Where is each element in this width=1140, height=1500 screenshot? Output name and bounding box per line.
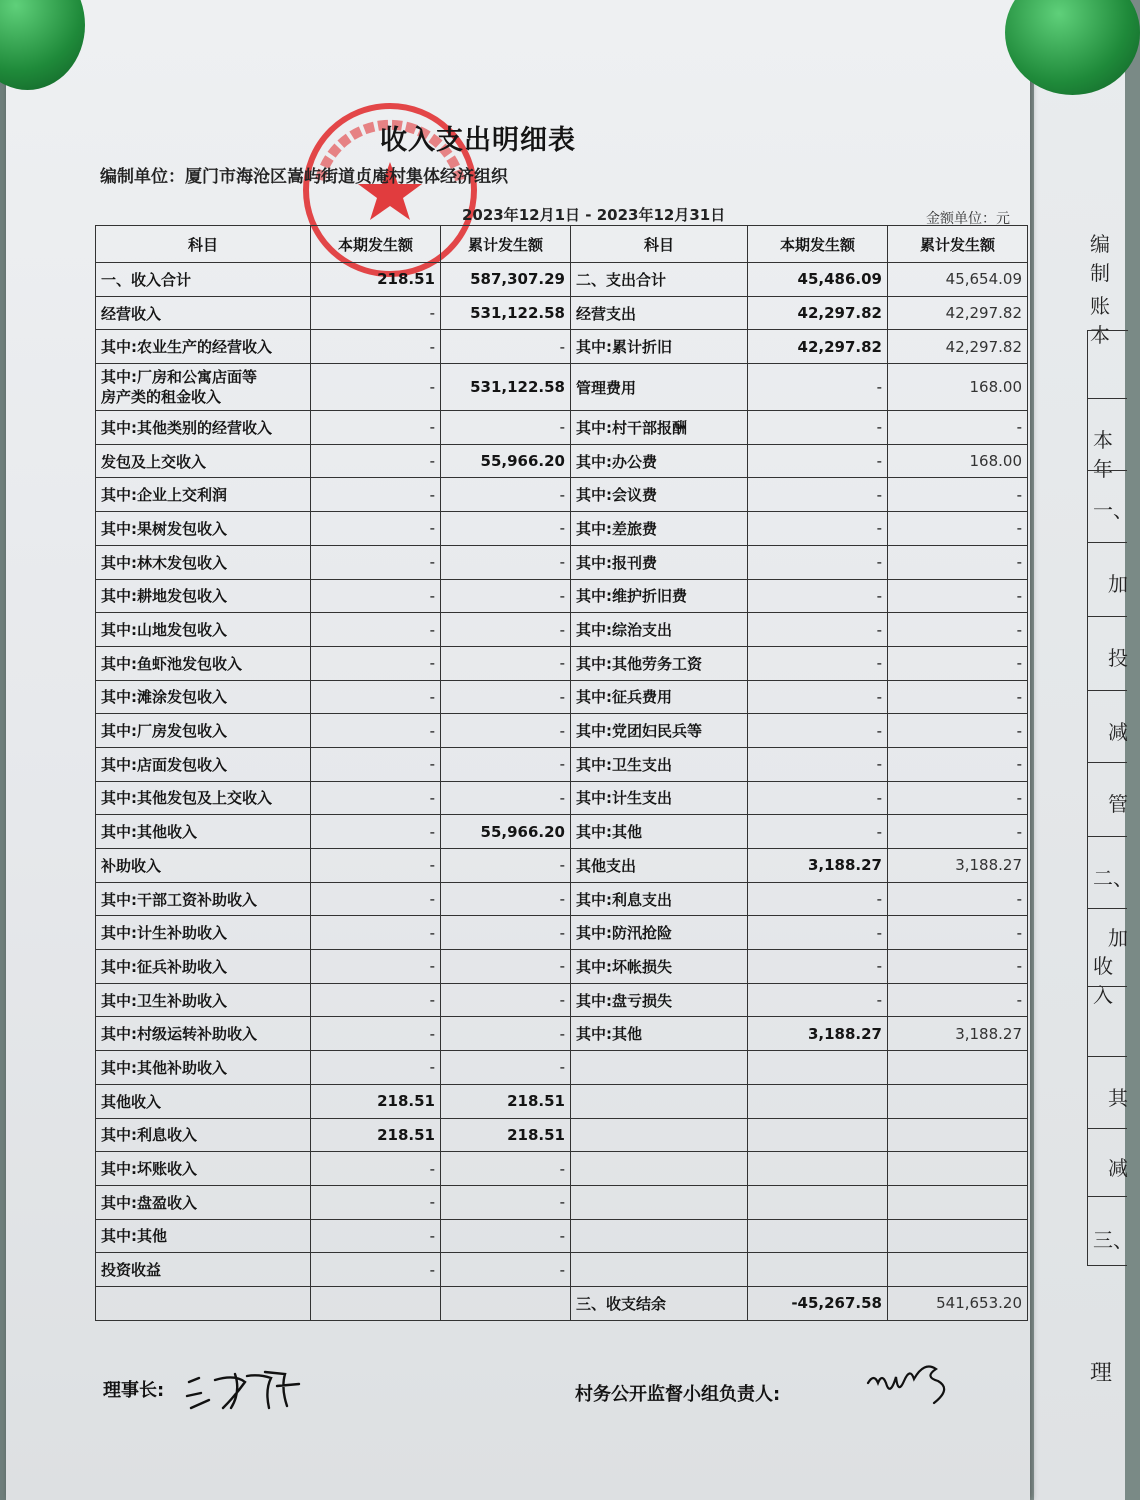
income-cumulative-value: 55,966.20 — [441, 815, 571, 849]
income-current-value: - — [311, 512, 441, 546]
adjacent-sheet-fragment: 减 — [1108, 1156, 1128, 1180]
expense-cumulative-value — [888, 1185, 1028, 1219]
adjacent-sheet-fragment: 编制 — [1090, 232, 1110, 285]
expense-item-label — [571, 1084, 748, 1118]
expense-current-value: - — [748, 781, 888, 815]
income-current-value: - — [311, 478, 441, 512]
table-row — [96, 1118, 1028, 1152]
table-row — [96, 1219, 1028, 1253]
column-header: 本期发生额 — [311, 226, 441, 263]
income-cumulative-value: - — [441, 983, 571, 1017]
expense-item-label: 其中:卫生支出 — [571, 747, 748, 781]
expense-cumulative-value: 42,297.82 — [888, 296, 1028, 330]
table-row — [96, 364, 1028, 411]
adjacent-sheet-gridline — [1087, 1128, 1127, 1129]
table-row — [96, 781, 1028, 815]
adjacent-sheet-gridline — [1087, 836, 1127, 837]
expense-current-value: - — [748, 950, 888, 984]
income-item-label: 其中:计生补助收入 — [96, 916, 311, 950]
income-item-label: 其中:干部工资补助收入 — [96, 882, 311, 916]
income-item-label: 其中:其他补助收入 — [96, 1051, 311, 1085]
expense-current-value: - — [748, 916, 888, 950]
income-current-value: - — [311, 916, 441, 950]
table-row — [96, 330, 1028, 364]
income-item-label: 其中:其他发包及上交收入 — [96, 781, 311, 815]
expense-current-value: -45,267.58 — [748, 1286, 888, 1320]
expense-current-value — [748, 1051, 888, 1085]
income-cumulative-value: - — [441, 950, 571, 984]
income-cumulative-value: - — [441, 680, 571, 714]
expense-item-label — [571, 1051, 748, 1085]
income-cumulative-value: - — [441, 714, 571, 748]
income-cumulative-value: 531,122.58 — [441, 364, 571, 411]
income-cumulative-value: - — [441, 411, 571, 445]
table-row — [96, 478, 1028, 512]
adjacent-sheet-fragment: 三、 — [1093, 1228, 1133, 1252]
expense-item-label: 经营支出 — [571, 296, 748, 330]
column-header: 科目 — [96, 226, 311, 263]
expense-item-label — [571, 1253, 748, 1287]
income-item-label: 其中:盘盈收入 — [96, 1185, 311, 1219]
expense-current-value: 45,486.09 — [748, 263, 888, 297]
expense-cumulative-value: - — [888, 478, 1028, 512]
adjacent-sheet-fragment: 二、 — [1093, 866, 1133, 890]
income-current-value: - — [311, 1219, 441, 1253]
supervisor-label: 村务公开监督小组负责人: — [575, 1384, 781, 1405]
income-cumulative-value: - — [441, 1219, 571, 1253]
income-item-label: 其中:其他收入 — [96, 815, 311, 849]
income-cumulative-value: - — [441, 478, 571, 512]
expense-item-label: 其中:坏帐损失 — [571, 950, 748, 984]
income-cumulative-value: - — [441, 579, 571, 613]
income-item-label: 其中:企业上交利润 — [96, 478, 311, 512]
income-current-value: 218.51 — [311, 1118, 441, 1152]
expense-item-label: 管理费用 — [571, 364, 748, 411]
income-current-value: - — [311, 444, 441, 478]
table-row — [96, 263, 1028, 297]
income-current-value: 218.51 — [311, 263, 441, 297]
unit-label: 金额单位：元 — [926, 211, 1010, 227]
income-cumulative-value: 587,307.29 — [441, 263, 571, 297]
income-item-label: 其中:其他 — [96, 1219, 311, 1253]
income-cumulative-value: 218.51 — [441, 1118, 571, 1152]
column-header: 本期发生额 — [748, 226, 888, 263]
income-cumulative-value: - — [441, 781, 571, 815]
expense-cumulative-value: 541,653.20 — [888, 1286, 1028, 1320]
expense-current-value: - — [748, 714, 888, 748]
table-row — [96, 882, 1028, 916]
expense-current-value — [748, 1253, 888, 1287]
adjacent-sheet-fragment: 其 — [1108, 1086, 1128, 1110]
income-cumulative-value: - — [441, 330, 571, 364]
expense-current-value: - — [748, 444, 888, 478]
income-current-value: - — [311, 781, 441, 815]
organization-label: 编制单位：厦门市海沧区嵩屿街道贞庵村集体经济组织 — [100, 167, 508, 187]
expense-item-label: 其他支出 — [571, 849, 748, 883]
adjacent-sheet-gridline — [1087, 908, 1127, 909]
income-current-value: - — [311, 882, 441, 916]
table-row — [96, 983, 1028, 1017]
income-current-value: - — [311, 411, 441, 445]
table-row — [96, 916, 1028, 950]
expense-item-label: 三、收支结余 — [571, 1286, 748, 1320]
table-row — [96, 613, 1028, 647]
income-item-label: 其中:利息收入 — [96, 1118, 311, 1152]
expense-cumulative-value — [888, 1219, 1028, 1253]
adjacent-sheet-gridline — [1087, 542, 1127, 543]
income-cumulative-value: - — [441, 1185, 571, 1219]
expense-cumulative-value: - — [888, 983, 1028, 1017]
expense-current-value: - — [748, 680, 888, 714]
table-row — [96, 747, 1028, 781]
income-current-value — [311, 1286, 441, 1320]
column-header: 累计发生额 — [441, 226, 571, 263]
expense-cumulative-value: - — [888, 545, 1028, 579]
table-row — [96, 545, 1028, 579]
income-current-value: - — [311, 1253, 441, 1287]
adjacent-sheet-gridline — [1087, 1265, 1127, 1266]
income-cumulative-value: - — [441, 1051, 571, 1085]
expense-item-label: 其中:其他 — [571, 1017, 748, 1051]
income-item-label: 补助收入 — [96, 849, 311, 883]
income-item-label: 其中:山地发包收入 — [96, 613, 311, 647]
expense-item-label: 其中:维护折旧费 — [571, 579, 748, 613]
expense-cumulative-value: - — [888, 714, 1028, 748]
expense-item-label: 其中:其他劳务工资 — [571, 646, 748, 680]
table-row — [96, 1051, 1028, 1085]
expense-item-label: 其中:会议费 — [571, 478, 748, 512]
expense-current-value: - — [748, 815, 888, 849]
table-row — [96, 714, 1028, 748]
expense-cumulative-value: - — [888, 815, 1028, 849]
table-body — [96, 263, 1028, 1321]
expense-cumulative-value: 3,188.27 — [888, 1017, 1028, 1051]
adjacent-sheet-gridline — [1087, 616, 1127, 617]
income-current-value: - — [311, 950, 441, 984]
expense-current-value: - — [748, 478, 888, 512]
income-item-label: 其中:滩涂发包收入 — [96, 680, 311, 714]
adjacent-sheet-gridline — [1087, 762, 1127, 763]
income-cumulative-value: - — [441, 916, 571, 950]
expense-cumulative-value: 168.00 — [888, 364, 1028, 411]
income-cumulative-value: - — [441, 1017, 571, 1051]
expense-item-label: 二、支出合计 — [571, 263, 748, 297]
income-current-value: - — [311, 330, 441, 364]
table-row — [96, 950, 1028, 984]
page-title: 收入支出明细表 — [380, 125, 576, 156]
income-item-label: 其中:林木发包收入 — [96, 545, 311, 579]
expense-current-value: - — [748, 364, 888, 411]
income-cumulative-value: - — [441, 613, 571, 647]
income-expense-table — [95, 225, 1028, 1321]
supervisor-signature-icon — [862, 1355, 962, 1410]
income-item-label: 其他收入 — [96, 1084, 311, 1118]
expense-item-label — [571, 1185, 748, 1219]
expense-item-label: 其中:报刊费 — [571, 545, 748, 579]
income-current-value: - — [311, 849, 441, 883]
expense-current-value — [748, 1118, 888, 1152]
income-item-label: 一、收入合计 — [96, 263, 311, 297]
income-cumulative-value: - — [441, 882, 571, 916]
expense-item-label: 其中:党团妇民兵等 — [571, 714, 748, 748]
income-current-value: - — [311, 1152, 441, 1186]
table-row — [96, 411, 1028, 445]
expense-cumulative-value: - — [888, 781, 1028, 815]
expense-cumulative-value — [888, 1084, 1028, 1118]
expense-item-label: 其中:征兵费用 — [571, 680, 748, 714]
expense-cumulative-value — [888, 1152, 1028, 1186]
expense-current-value: - — [748, 613, 888, 647]
adjacent-sheet-fragment: 管 — [1108, 792, 1128, 816]
table-row — [96, 849, 1028, 883]
income-current-value: - — [311, 680, 441, 714]
expense-current-value: - — [748, 983, 888, 1017]
expense-cumulative-value: - — [888, 882, 1028, 916]
income-cumulative-value: 218.51 — [441, 1084, 571, 1118]
adjacent-sheet-fragment: 加 — [1108, 572, 1128, 596]
adjacent-sheet-gridline — [1087, 330, 1127, 331]
income-cumulative-value: 531,122.58 — [441, 296, 571, 330]
adjacent-sheet-fragment: 本年 — [1093, 428, 1113, 481]
column-header: 科目 — [571, 226, 748, 263]
income-cumulative-value: - — [441, 849, 571, 883]
income-item-label: 发包及上交收入 — [96, 444, 311, 478]
income-current-value: - — [311, 296, 441, 330]
expense-item-label: 其中:综治支出 — [571, 613, 748, 647]
income-current-value: - — [311, 579, 441, 613]
expense-item-label: 其中:利息支出 — [571, 882, 748, 916]
table-row — [96, 646, 1028, 680]
period-label: 2023年12月1日 - 2023年12月31日 — [462, 206, 726, 224]
expense-current-value — [748, 1152, 888, 1186]
income-item-label: 其中:厂房发包收入 — [96, 714, 311, 748]
table-row — [96, 1152, 1028, 1186]
adjacent-sheet-fragment: 投 — [1108, 646, 1128, 670]
income-current-value: - — [311, 747, 441, 781]
adjacent-sheet-fragment: 理 — [1090, 1361, 1113, 1386]
expense-cumulative-value: 3,188.27 — [888, 849, 1028, 883]
income-item-label: 其中:村级运转补助收入 — [96, 1017, 311, 1051]
table-row — [96, 1253, 1028, 1287]
income-item-label: 其中:卫生补助收入 — [96, 983, 311, 1017]
expense-item-label: 其中:防汛抢险 — [571, 916, 748, 950]
income-cumulative-value: - — [441, 1152, 571, 1186]
expense-current-value: 3,188.27 — [748, 849, 888, 883]
expense-current-value — [748, 1219, 888, 1253]
expense-cumulative-value: 42,297.82 — [888, 330, 1028, 364]
adjacent-sheet-gridline — [1087, 690, 1127, 691]
expense-cumulative-value: - — [888, 950, 1028, 984]
income-current-value: - — [311, 613, 441, 647]
expense-cumulative-value: - — [888, 916, 1028, 950]
table-row — [96, 296, 1028, 330]
table-row — [96, 579, 1028, 613]
table-row — [96, 444, 1028, 478]
expense-cumulative-value — [888, 1118, 1028, 1152]
expense-current-value — [748, 1084, 888, 1118]
income-cumulative-value: - — [441, 545, 571, 579]
expense-current-value: 42,297.82 — [748, 330, 888, 364]
table-header-row — [96, 226, 1028, 263]
adjacent-sheet-gridline — [1087, 470, 1127, 471]
income-current-value: - — [311, 815, 441, 849]
adjacent-sheet-gridline — [1087, 986, 1127, 987]
income-item-label: 其中:耕地发包收入 — [96, 579, 311, 613]
expense-cumulative-value: - — [888, 579, 1028, 613]
adjacent-sheet-fragment: 加 — [1108, 926, 1128, 950]
income-current-value: - — [311, 983, 441, 1017]
income-item-label: 其中:果树发包收入 — [96, 512, 311, 546]
income-item-label: 其中:坏账收入 — [96, 1152, 311, 1186]
expense-item-label: 其中:其他 — [571, 815, 748, 849]
expense-current-value: - — [748, 411, 888, 445]
column-header: 累计发生额 — [888, 226, 1028, 263]
table-row — [96, 512, 1028, 546]
table-row — [96, 815, 1028, 849]
income-item-label — [96, 1286, 311, 1320]
adjacent-sheet-gridline — [1087, 1196, 1127, 1197]
income-item-label: 其中:厂房和公寓店面等 房产类的租金收入 — [96, 364, 311, 411]
income-item-label: 经营收入 — [96, 296, 311, 330]
expense-cumulative-value: - — [888, 680, 1028, 714]
income-current-value: - — [311, 1051, 441, 1085]
expense-current-value: - — [748, 646, 888, 680]
expense-current-value: - — [748, 882, 888, 916]
income-item-label: 其中:店面发包收入 — [96, 747, 311, 781]
table-row — [96, 1185, 1028, 1219]
expense-cumulative-value — [888, 1051, 1028, 1085]
adjacent-sheet-fragment: 账本 — [1090, 294, 1110, 347]
adjacent-sheet-gridline — [1087, 1056, 1127, 1057]
income-current-value: - — [311, 714, 441, 748]
expense-cumulative-value: - — [888, 613, 1028, 647]
expense-item-label: 其中:盘亏损失 — [571, 983, 748, 1017]
adjacent-sheet-fragment: 一、 — [1093, 498, 1133, 522]
expense-item-label: 其中:差旅费 — [571, 512, 748, 546]
income-cumulative-value — [441, 1286, 571, 1320]
income-current-value: - — [311, 1017, 441, 1051]
table-row — [96, 680, 1028, 714]
table-row — [96, 1017, 1028, 1051]
income-current-value: - — [311, 1185, 441, 1219]
expense-cumulative-value — [888, 1253, 1028, 1287]
income-item-label: 其中:其他类别的经营收入 — [96, 411, 311, 445]
expense-current-value: - — [748, 579, 888, 613]
expense-cumulative-value: - — [888, 646, 1028, 680]
expense-current-value: - — [748, 545, 888, 579]
expense-cumulative-value: - — [888, 512, 1028, 546]
expense-item-label: 其中:办公费 — [571, 444, 748, 478]
income-current-value: - — [311, 364, 441, 411]
income-cumulative-value: 55,966.20 — [441, 444, 571, 478]
income-current-value: - — [311, 545, 441, 579]
chairman-signature-icon — [185, 1362, 310, 1412]
expense-item-label: 其中:累计折旧 — [571, 330, 748, 364]
income-current-value: 218.51 — [311, 1084, 441, 1118]
chairman-label: 理事长: — [103, 1380, 165, 1401]
table-row — [96, 1286, 1028, 1320]
income-item-label: 其中:征兵补助收入 — [96, 950, 311, 984]
expense-current-value: 42,297.82 — [748, 296, 888, 330]
income-item-label: 其中:鱼虾池发包收入 — [96, 646, 311, 680]
expense-current-value: - — [748, 747, 888, 781]
income-cumulative-value: - — [441, 512, 571, 546]
income-cumulative-value: - — [441, 747, 571, 781]
expense-item-label — [571, 1152, 748, 1186]
table-row — [96, 1084, 1028, 1118]
expense-item-label: 其中:村干部报酬 — [571, 411, 748, 445]
expense-current-value: - — [748, 512, 888, 546]
income-cumulative-value: - — [441, 1253, 571, 1287]
income-current-value: - — [311, 646, 441, 680]
expense-cumulative-value: 45,654.09 — [888, 263, 1028, 297]
income-item-label: 其中:农业生产的经营收入 — [96, 330, 311, 364]
expense-cumulative-value: - — [888, 747, 1028, 781]
income-item-label: 投资收益 — [96, 1253, 311, 1287]
expense-item-label — [571, 1219, 748, 1253]
expense-item-label — [571, 1118, 748, 1152]
expense-current-value: 3,188.27 — [748, 1017, 888, 1051]
expense-cumulative-value: - — [888, 411, 1028, 445]
expense-cumulative-value: 168.00 — [888, 444, 1028, 478]
adjacent-sheet-fragment: 减 — [1108, 720, 1128, 744]
adjacent-sheet-gridline — [1087, 398, 1127, 399]
expense-current-value — [748, 1185, 888, 1219]
expense-item-label: 其中:计生支出 — [571, 781, 748, 815]
income-cumulative-value: - — [441, 646, 571, 680]
adjacent-sheet-fragment: 收入 — [1093, 954, 1113, 1007]
